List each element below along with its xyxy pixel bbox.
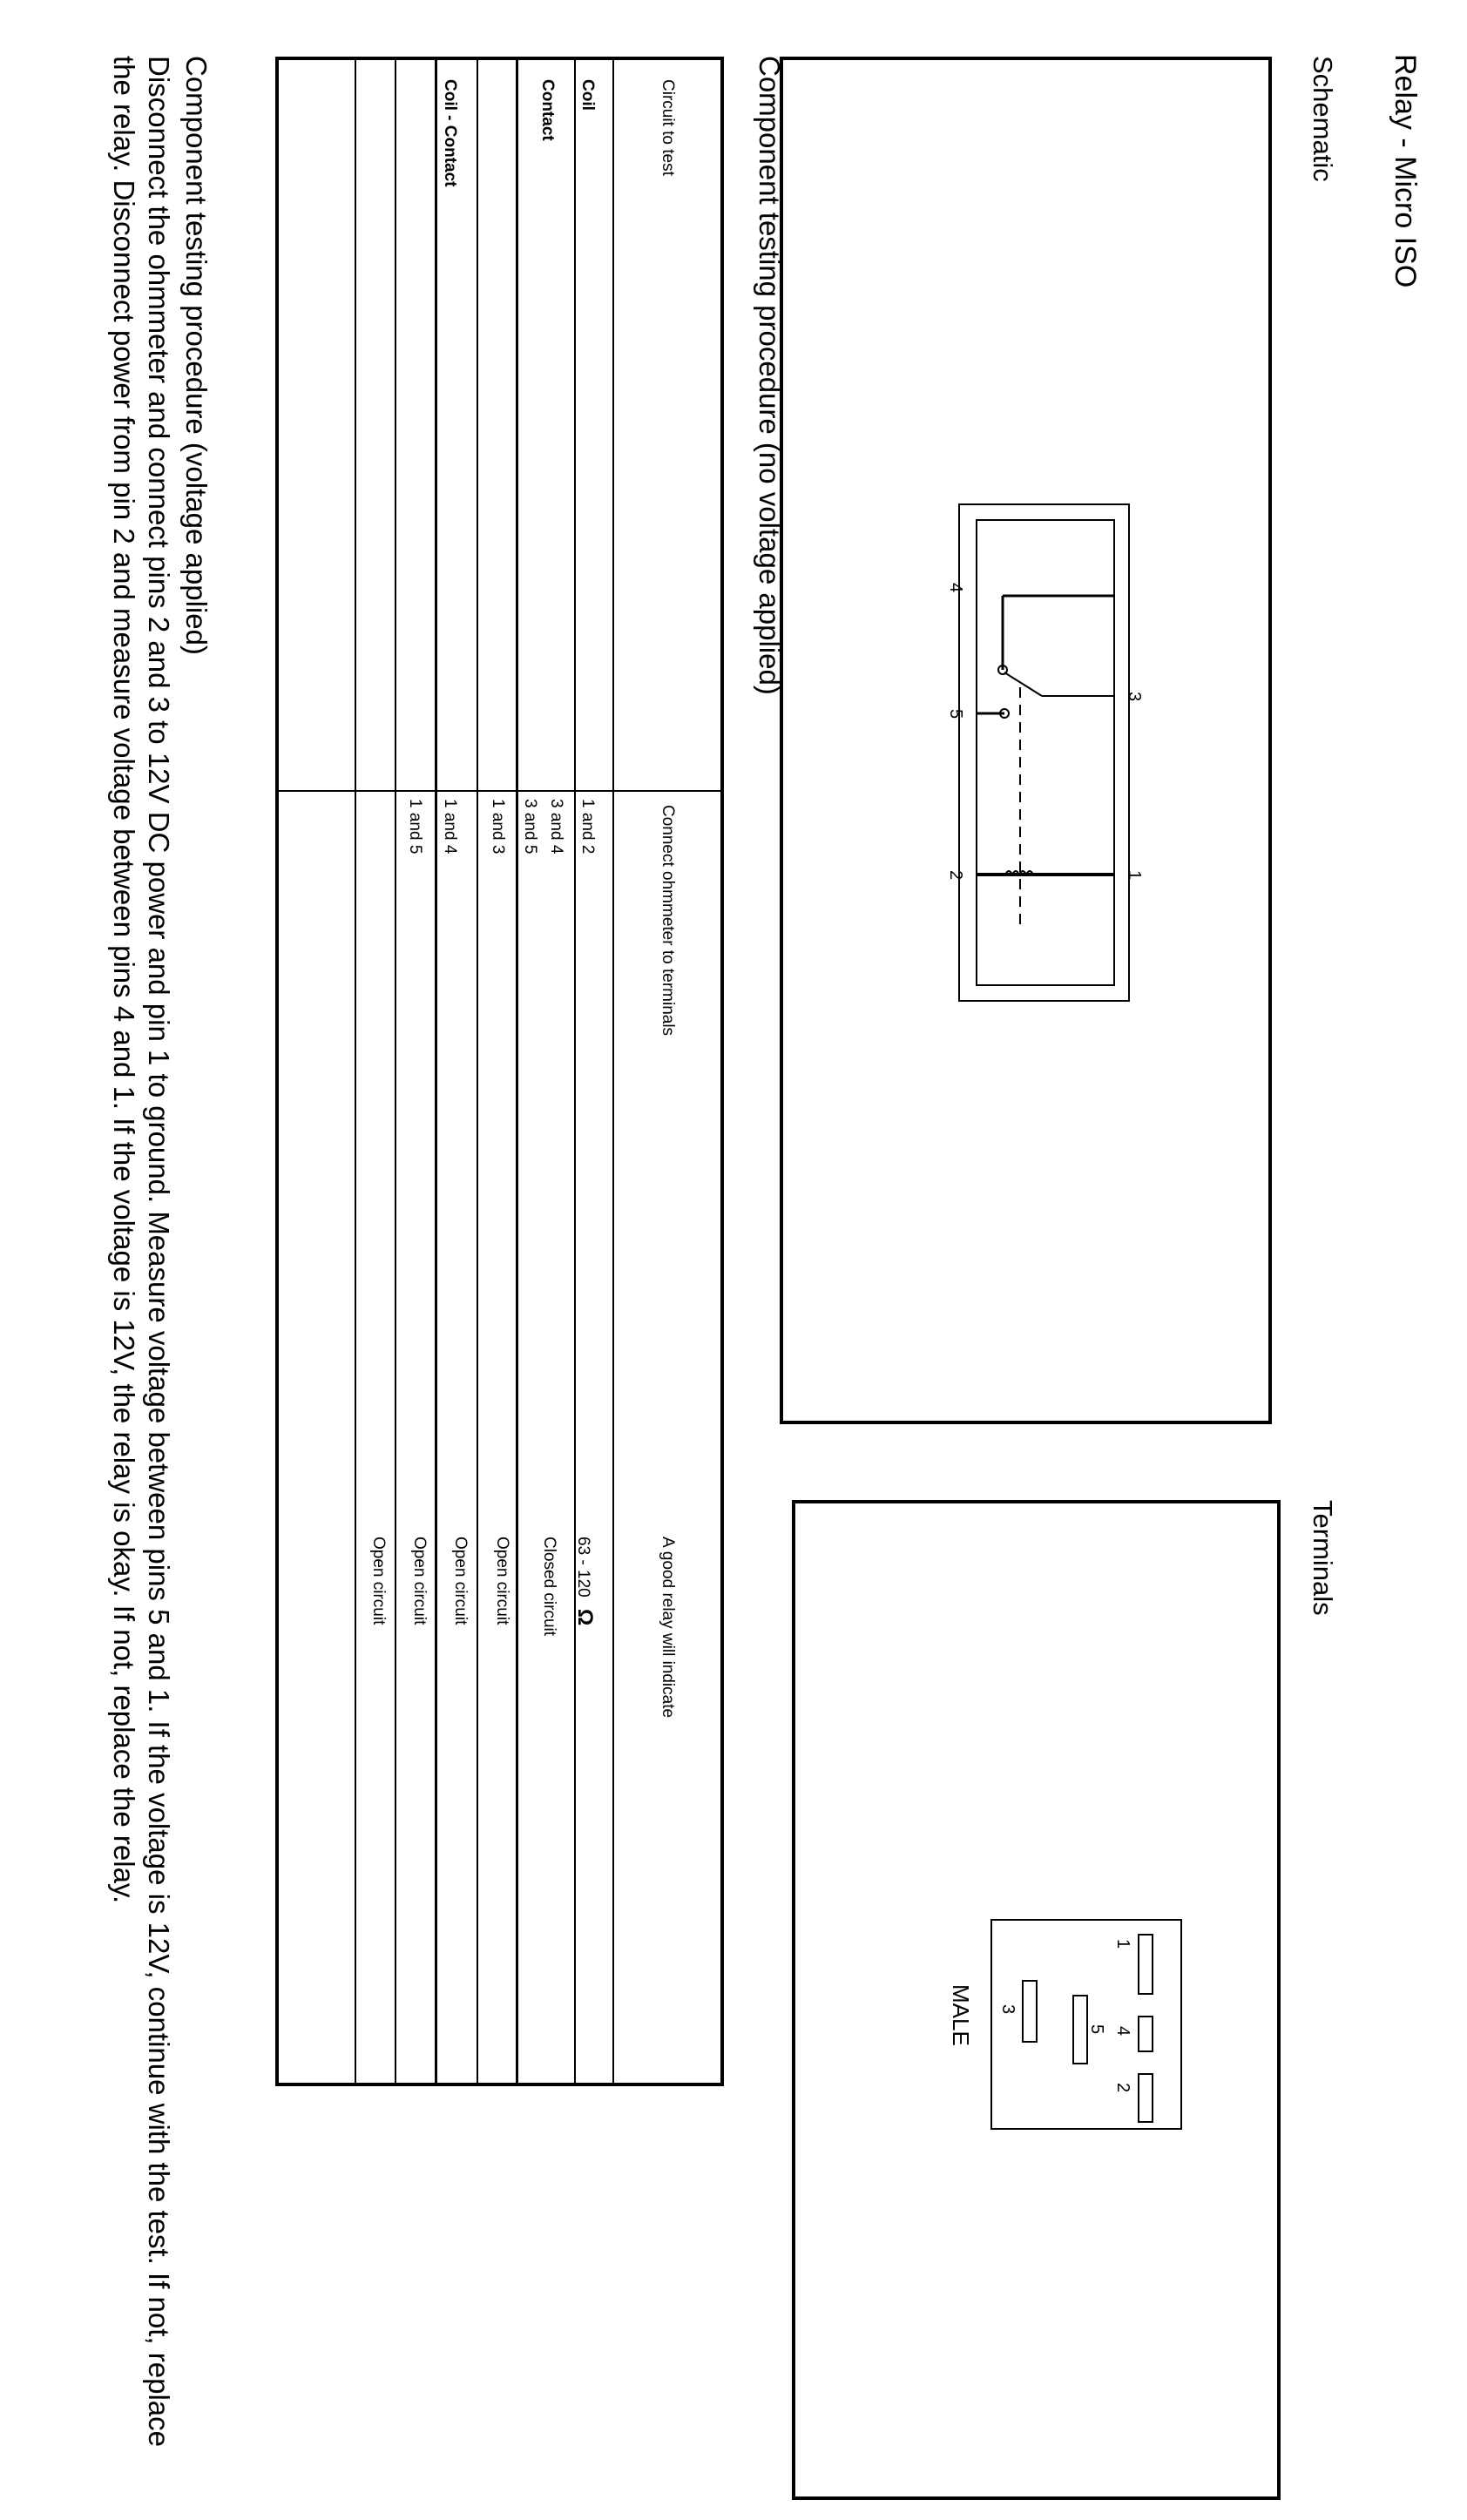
terminal-pin-1: 1 [1113, 1939, 1132, 1949]
table-row-divider [612, 60, 614, 2083]
table-row-divider [395, 60, 396, 2083]
schematic-pin-5: 5 [946, 709, 965, 720]
row-result: Open circuit [369, 1537, 388, 1625]
group-coil: Coil [578, 79, 597, 111]
group-coil-contact: Coil - Contact [441, 79, 459, 187]
connector-male-label: MALE [948, 1984, 974, 2046]
schematic-pin-2: 2 [946, 870, 965, 881]
row-terminals: 1 and 5 [406, 799, 424, 855]
relay-schematic-diagram [783, 60, 1268, 1421]
table-row-divider [574, 60, 576, 2083]
terminals-label: Terminals [1308, 1500, 1338, 1616]
terminal-blade-4 [1139, 2017, 1153, 2051]
header-good-relay-indicates: A good relay will indicate [659, 1537, 677, 1719]
schematic-box [780, 57, 1272, 1424]
terminal-pin-5: 5 [1087, 2024, 1106, 2035]
row-result: Open circuit [493, 1537, 511, 1625]
row-terminals: 1 and 3 [489, 799, 507, 855]
ohm-unit: Ω [573, 1609, 597, 1626]
table-row-divider [355, 60, 356, 2083]
row-terminals: 3 and 5 [521, 799, 539, 855]
terminal-blade-1 [1139, 1935, 1153, 1994]
table-row-divider [516, 60, 518, 2083]
row-result: Closed circuit [540, 1537, 558, 1637]
terminal-pin-2: 2 [1113, 2083, 1132, 2093]
terminal-connector-diagram [795, 1503, 1277, 2496]
row-result-value: 63 - 120 [574, 1537, 592, 1598]
voltage-test-instructions: Disconnect the ohmmeter and connect pins 2 and 3 to 12V DC power and pin 1 to ground. Measure voltage between pins 5 and 1. If the voltage is 12V, continue with the test. If not, replace the relay. Disconnect power from pin 2 and measure voltage between pins 4 and 1. If the voltage is 12V, the relay is okay. If not, replace the relay. [108, 56, 175, 2447]
page-title: Relay - Micro ISO [1389, 54, 1422, 288]
row-terminals: 3 and 4 [547, 799, 565, 855]
group-contact: Contact [538, 79, 557, 141]
row-result: Open circuit [451, 1537, 470, 1625]
schematic-pin-1: 1 [1125, 870, 1144, 881]
terminals-box [792, 1500, 1281, 2500]
terminal-pin-3: 3 [998, 2004, 1017, 2015]
no-voltage-test-heading: Component testing procedure (no voltage applied) [754, 56, 786, 695]
row-terminals: 1 and 4 [441, 799, 459, 855]
terminal-blade-2 [1139, 2074, 1153, 2122]
table-column-divider [279, 790, 720, 792]
terminal-blade-5 [1073, 1996, 1087, 2064]
row-terminals: 1 and 2 [578, 799, 597, 855]
row-result [572, 1537, 597, 1625]
table-row-divider [477, 60, 478, 2083]
schematic-label: Schematic [1308, 56, 1338, 182]
header-connect-ohmmeter: Connect ohmmeter to terminals [659, 805, 677, 1037]
row-result: Open circuit [410, 1537, 429, 1625]
terminal-pin-4: 4 [1113, 2026, 1132, 2037]
voltage-test-heading: Component testing procedure (voltage applied) [180, 56, 213, 655]
schematic-pin-4: 4 [946, 583, 965, 593]
table-row-divider [435, 60, 437, 2083]
terminal-blade-3 [1023, 1981, 1037, 2042]
schematic-pin-3: 3 [1125, 692, 1144, 702]
no-voltage-test-table [275, 57, 724, 2086]
header-circuit-to-test: Circuit to test [659, 79, 677, 176]
